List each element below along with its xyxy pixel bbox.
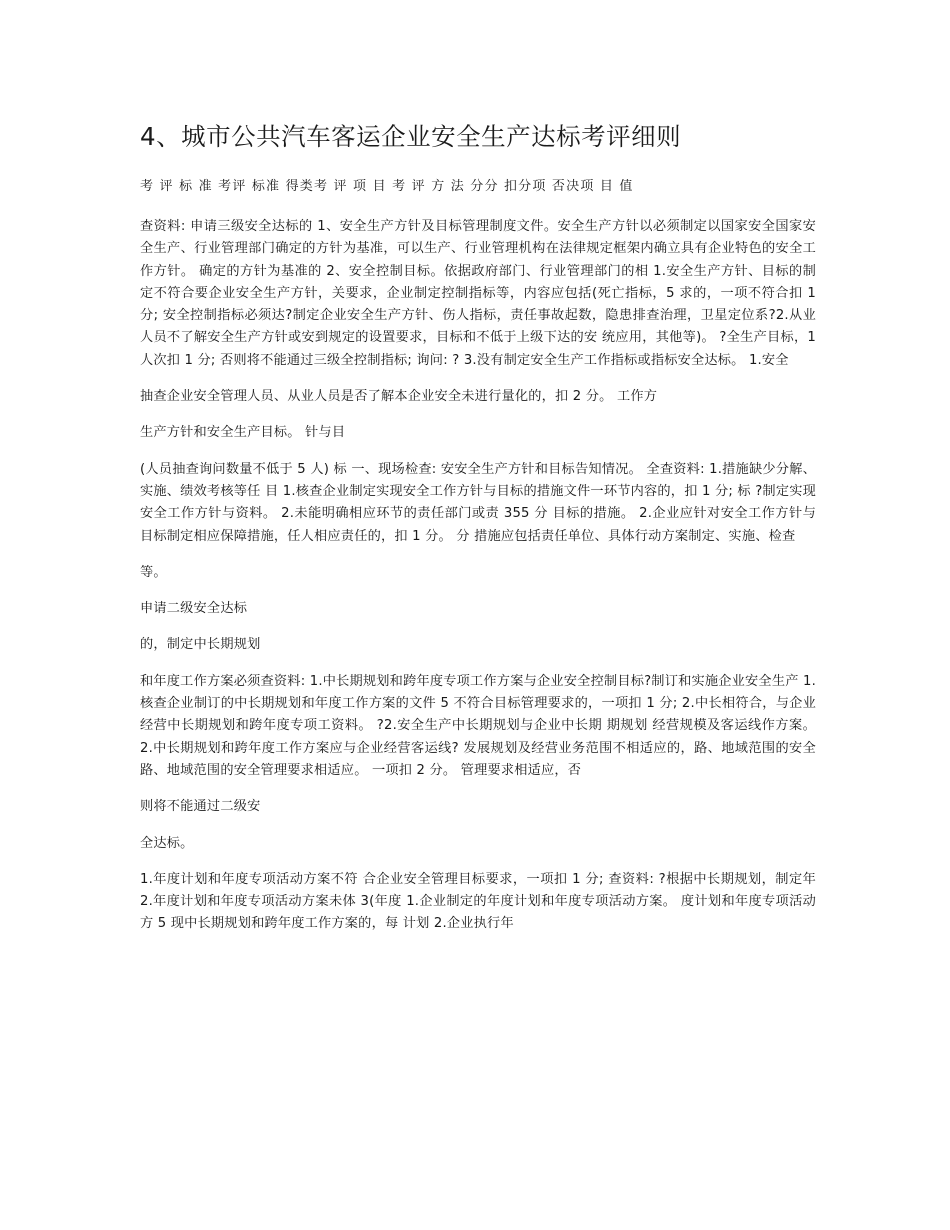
table-header-row: 考 评 标 准 考评 标准 得类考 评 项 目 考 评 方 法 分分 扣分项 否决项 目 值 xyxy=(140,179,634,194)
paragraph-10: 全达标。 xyxy=(140,835,194,851)
document-title: 4、城市公共汽车客运企业安全生产达标考评细则 xyxy=(140,122,682,151)
paragraph-7: 的，制定中长期规划 xyxy=(140,637,261,653)
paragraph-2: 抽查企业安全管理人员、从业人员是否了解本企业安全未进行量化的，扣 2 分。 工作方 xyxy=(140,389,658,405)
paragraph-3: 生产方针和安全生产目标。 针与目 xyxy=(140,425,346,441)
paragraph-1: 查资料: 申请三级安全达标的 1、安全生产方针及目标管理制度文件。安全生产方针以必须制定以国家安全国家安全生产、行业管理部门确定的方针为基准，可以生产、行业管理机构在法律规定框架内确立具有企业特色的安全工作方针。 确定的方针为基准的 2、安全控制目标。依据政府部门、行业管理部门的相 1.安全生产方针、目标的制定不符合要企业安全生产方针，关要求，企业制定控制指标等，内容应包括(死亡指标，5 求的，一项不符合扣 1 分; 安全控制指标必须达?制定企业安全生产方针、伤人指标，责任事故起数，隐患排查治理，卫星定位系?2.从业人员不了解安全生产方针或安到规定的设置要求，目标和不低于上级下达的安 统应用，其他等)。 ?全生产目标，1 人次扣 1 分; 否则将不能通过三级全控制指标; 询问: ? 3.没有制定安全生产工作指标或指标安全达标。 1.安全 xyxy=(140,219,816,368)
paragraph-5: 等。 xyxy=(140,564,167,580)
paragraph-4: (人员抽查询问数量不低于 5 人) 标 一、现场检查: 安安全生产方针和目标告知情况。 全查资料: 1.措施缺少分解、实施、绩效考核等任 目 1.核查企业制定实现安全工作方针与目标的措施文件一环节内容的，扣 1 分; 标 ?制定实现安全工作方针与资料。 2.未能明确相应环节的责任部门或责 355 分 目标的措施。 2.企业应针对安全工作方针与目标制定相应保障措施，任人相应责任的，扣 1 分。 分 措施应包括责任单位、具体行动方案制定、实施、检查 xyxy=(140,461,816,544)
paragraph-9: 则将不能通过二级安 xyxy=(140,799,261,815)
paragraph-6: 申请二级安全达标 xyxy=(140,601,248,617)
document-page xyxy=(140,118,816,950)
paragraph-11: 1.年度计划和年度专项活动方案不符 合企业安全管理目标要求，一项扣 1 分; 查资料: ?根据中长期规划，制定年 2.年度计划和年度专项活动方案未体 3(年度 1.企业制定的年度计划和年度专项活动方案。 度计划和年度专项活动方 5 现中长期规划和跨年度工作方案的，每 计划 2.企业执行年 xyxy=(140,871,816,932)
paragraph-8: 和年度工作方案必须查资料: 1.中长期规划和跨年度专项工作方案与企业安全控制目标?制订和实施企业安全生产 1.核查企业制订的中长期规划和年度工作方案的文件 5 不符合目标管理要求的，一项扣 1 分; 2.中长相符合，与企业经营中长期规划和跨年度专项工资料。 ?2.安全生产中长期规划与企业中长期 期规划 经营规模及客运线作方案。 2.中长期规划和跨年度工作方案应与企业经营客运线? 发展规划及经营业务范围不相适应的，路、地域范围的安全路、地域范围的安全管理要求相适应。 一项扣 2 分。 管理要求相适应，否 xyxy=(140,673,816,778)
